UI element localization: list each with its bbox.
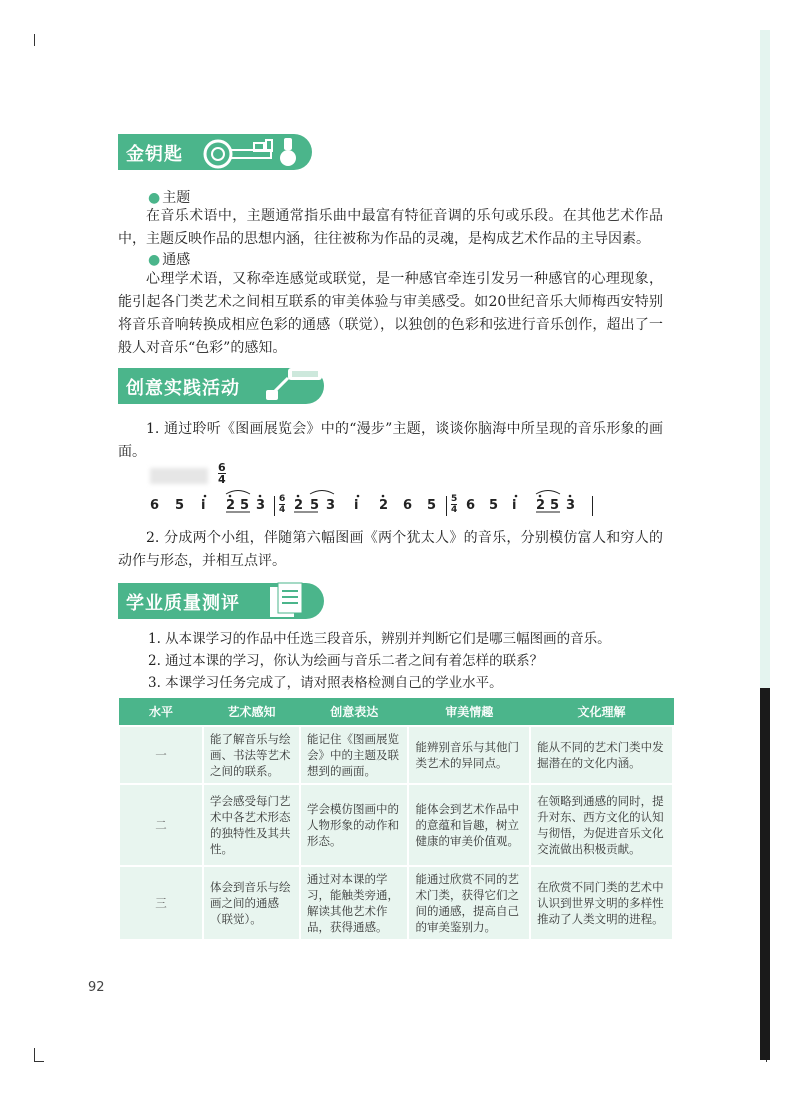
table-cell: 在领略到通感的同时，提升对东、西方文化的认知与彻悟，为促进音乐文化交流做出积极贡献。 [530, 784, 673, 866]
table-row [119, 784, 673, 866]
page-edge-dark [760, 688, 770, 1060]
note: 2 [226, 498, 236, 513]
table-cell: 能了解音乐与绘画、书法等艺术之间的联系。 [203, 726, 300, 784]
table-header: 创意表达 [300, 699, 408, 727]
note: 2 [536, 498, 546, 513]
note: 2 [294, 498, 304, 513]
term-heading-synesthesia: ● 通感 [148, 249, 190, 269]
table-cell: 在欣赏不同门类的艺术中认识到世界文明的多样性推动了人类文明的进程。 [530, 866, 673, 940]
time-signature: 6 4 [279, 494, 286, 515]
page-number: 92 [88, 980, 105, 995]
note: 6 [466, 498, 476, 513]
table-cell: 能通过欣赏不同的艺术门类，获得它们之间的通感，提高自己的审美鉴别力。 [408, 866, 530, 940]
crop-mark-bottom-left [34, 1048, 35, 1062]
assessment-table [118, 698, 674, 941]
table-cell: 能从不同的艺术门类中发掘潜在的文化内涵。 [530, 726, 673, 784]
practice-item-2: 2. 分成两个小组，伴随第六幅图画《两个犹太人》的音乐，分别模仿富人和穷人的动作与形态，并相互点评。 [118, 530, 663, 569]
note: 5 [489, 498, 499, 513]
note: i [512, 498, 517, 513]
table-cell: 三 [119, 866, 203, 940]
note: 2 [379, 498, 389, 513]
page-edge-strip [760, 30, 770, 690]
note: 5 [175, 498, 185, 513]
note: i [354, 498, 359, 513]
assessment-question-3: 3. 本课学习任务完成了，请对照表格检测自己的学业水平。 [148, 675, 503, 691]
note: 5 [240, 498, 250, 513]
note: 6 [403, 498, 413, 513]
paint-roller-icon [258, 364, 328, 404]
table-cell: 能体会到艺术作品中的意蕴和旨趣，树立健康的审美价值观。 [408, 784, 530, 866]
note: 5 [310, 498, 320, 513]
table-row [119, 866, 673, 940]
term-heading-theme: ● 主题 [148, 187, 190, 207]
note: 5 [550, 498, 560, 513]
key-icon [192, 134, 312, 170]
table-cell: 学会模仿图画中的人物形象的动作和形态。 [300, 784, 408, 866]
assessment-question-1: 1. 从本课学习的作品中任选三段音乐，辨别并判断它们是哪三幅图画的音乐。 [148, 631, 611, 647]
table-cell: 能辨别音乐与其他门类艺术的异同点。 [408, 726, 530, 784]
slur-marks [148, 484, 608, 514]
note: 5 [427, 498, 437, 513]
table-cell: 通过对本课的学习，能触类旁通，解读其他艺术作品，获得通感。 [300, 866, 408, 940]
section-title: 金钥匙 [126, 144, 183, 165]
term-text-theme: 在音乐术语中，主题通常指乐曲中最富有特征音调的乐句或乐段。在其他艺术作品中，主题反映作品的思想内涵，往往被称为作品的灵魂，是构成艺术作品的主导因素。 [118, 208, 663, 247]
section-title: 创意实践活动 [126, 378, 240, 399]
time-signature: 5 4 [451, 494, 458, 515]
practice-item-1: 1. 通过聆听《图画展览会》中的“漫步”主题，谈谈你脑海中所呈现的音乐形象的画面。 [118, 421, 663, 460]
document-icon [264, 581, 314, 621]
table-cell: 能记住《图画展览会》中的主题及联想到的画面。 [300, 726, 408, 784]
table-header: 审美情趣 [408, 699, 530, 727]
note: 3 [566, 498, 576, 513]
table-header: 艺术感知 [203, 699, 300, 727]
note: 6 [150, 498, 160, 513]
section-title: 学业质量测评 [126, 593, 240, 614]
table-header: 文化理解 [530, 699, 673, 727]
blurred-image-placeholder [150, 468, 208, 484]
table-cell: 学会感受每门艺术中各艺术形态的独特性及其共性。 [203, 784, 300, 866]
section-header-practice [118, 368, 324, 404]
assessment-question-2: 2. 通过本课的学习，你认为绘画与音乐二者之间有着怎样的联系？ [148, 653, 544, 669]
note: 3 [326, 498, 336, 513]
table-cell: 二 [119, 784, 203, 866]
table-header-row [119, 699, 673, 727]
note: 3 [256, 498, 266, 513]
table-cell: 一 [119, 726, 203, 784]
crop-mark-top-left [34, 34, 35, 46]
section-header-assessment [118, 583, 324, 619]
note: i [201, 498, 206, 513]
table-header: 水平 [119, 699, 203, 727]
crop-mark-bottom-left-h [34, 1061, 44, 1062]
term-text-synesthesia: 心理学术语，又称牵连感觉或联觉，是一种感官牵连引发另一种感官的心理现象，能引起各门类艺术之间相互联系的审美体验与审美感受。如20世纪音乐大师梅西安特别将音乐音响转换成相应色彩的通感（联觉），以独创的色彩和弦进行音乐创作，超出了一般人对音乐“色彩”的感知。 [118, 271, 663, 356]
table-cell: 体会到音乐与绘画之间的通感（联觉）。 [203, 866, 300, 940]
table-row [119, 726, 673, 784]
section-header-golden-key [118, 134, 312, 170]
time-signature-lead: 6 4 [218, 461, 226, 486]
